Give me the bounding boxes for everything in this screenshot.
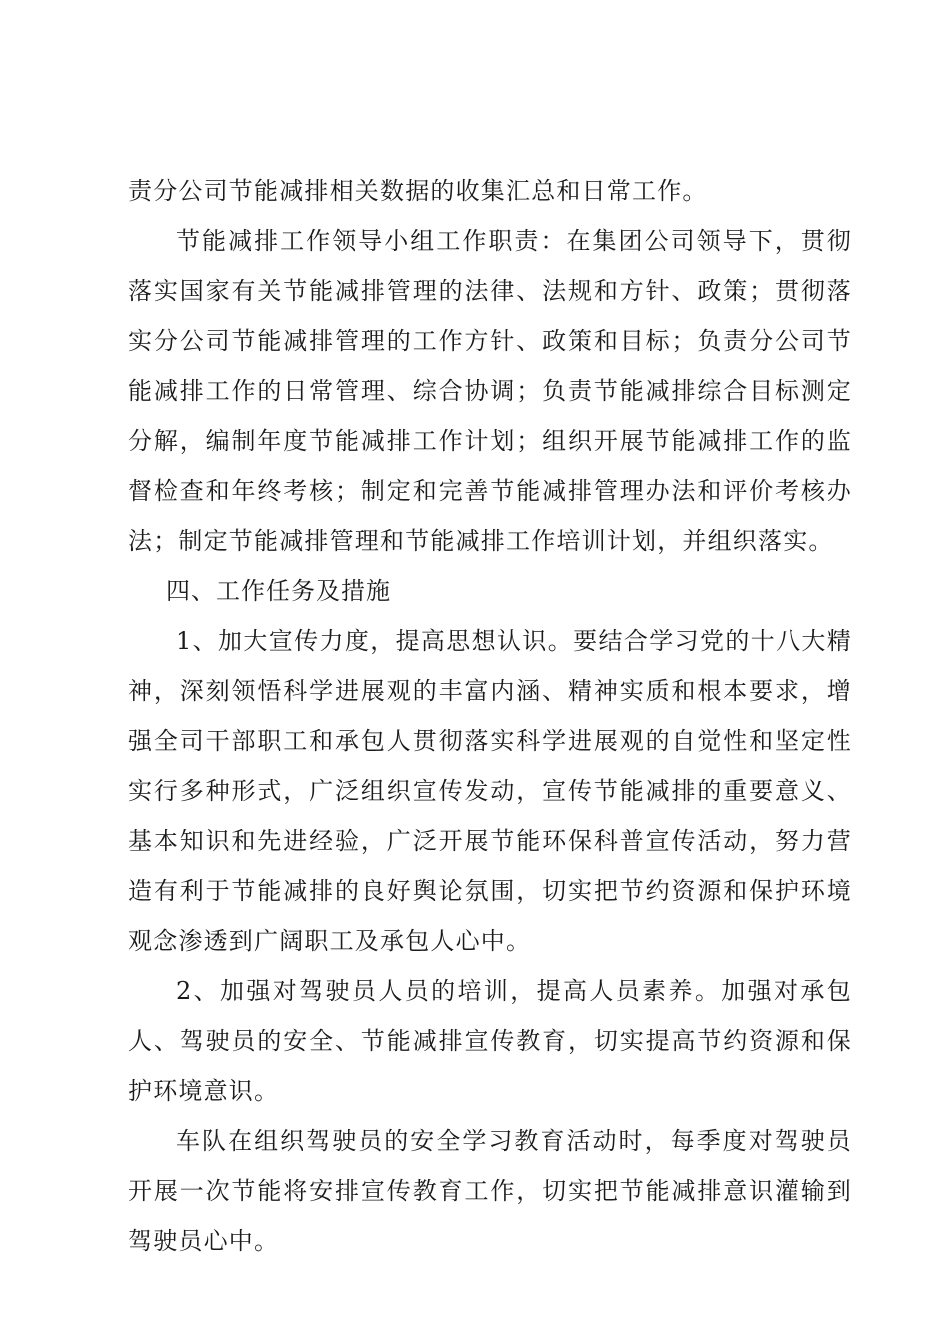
- paragraph-continuation: 责分公司节能减排相关数据的收集汇总和日常工作。: [128, 177, 708, 205]
- paragraph-task-1: 1、加大宣传力度，提高思想认识。要结合学习党的十八大精神，深刻领悟科学进展观的丰富内涵、精神实质和根本要求，增强全司干部职工和承包人贯彻落实科学进展观的自觉性和坚定性实行多种形式，广泛组织宣传发动，宣传节能减排的重要意义、基本知识和先进经验，广泛开展节能环保科普宣传活动，努力营造有利于节能减排的良好舆论氛围，切实把节约资源和保护环境观念渗透到广阔职工及承包人心中。: [128, 627, 852, 955]
- document-body: [128, 166, 852, 1266]
- paragraph-task-2: 2、加强对驾驶员人员的培训，提高人员素养。加强对承包人、驾驶员的安全、节能减排宣传教育，切实提高节约资源和保护环境意识。: [128, 977, 852, 1105]
- paragraph-fleet-training: 车队在组织驾驶员的安全学习教育活动时，每季度对驾驶员开展一次节能将安排宣传教育工作，切实把节能减排意识灌输到驾驶员心中。: [128, 1127, 852, 1255]
- paragraph-leadership-duties: 节能减排工作领导小组工作职责：在集团公司领导下，贯彻落实国家有关节能减排管理的法律、法规和方针、政策；贯彻落实分公司节能减排管理的工作方针、政策和目标；负责分公司节能减排工作的日常管理、综合协调；负责节能减排综合目标测定分解，编制年度节能减排工作计划；组织开展节能减排工作的监督检查和年终考核；制定和完善节能减排管理办法和评价考核办法；制定节能减排管理和节能减排工作培训计划，并组织落实。: [128, 227, 852, 555]
- section-heading: 四、工作任务及措施: [166, 577, 391, 605]
